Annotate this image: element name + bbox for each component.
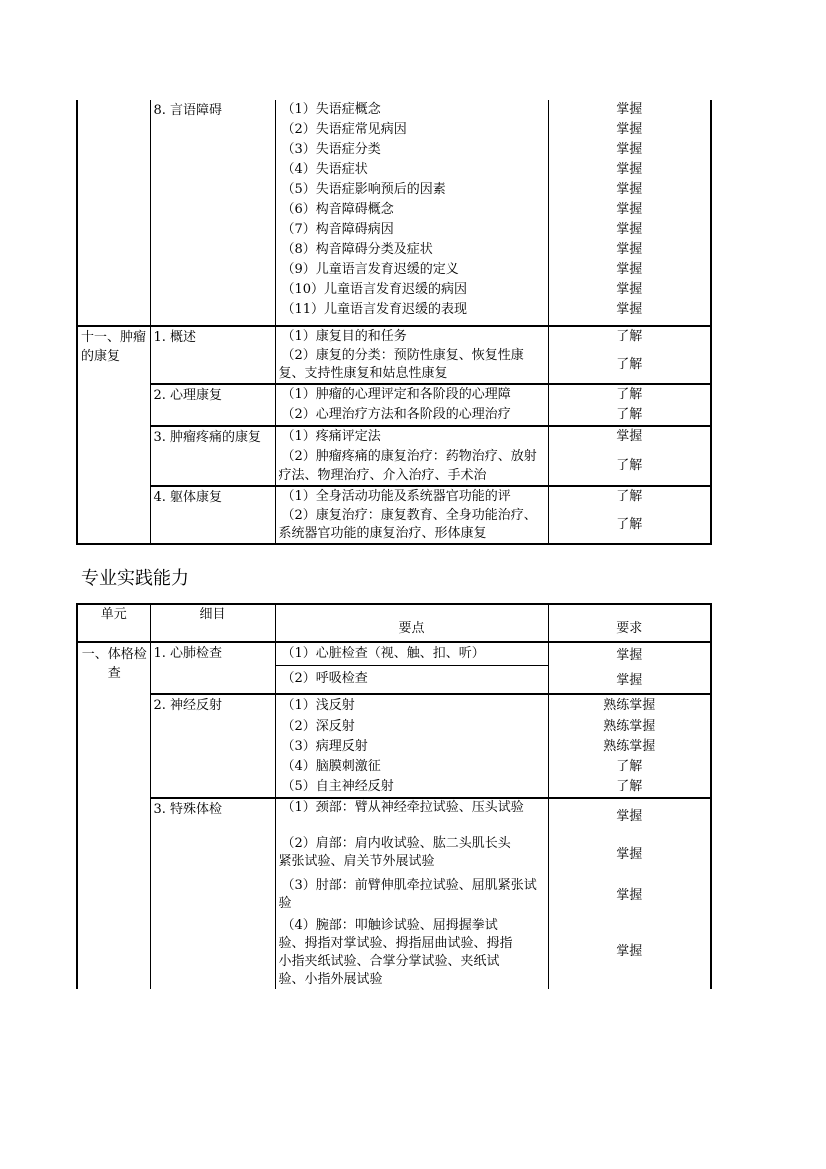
point-item: （4）脑膜刺激征 <box>281 759 381 774</box>
requirement-item: 了解 <box>616 517 643 532</box>
requirement-cell <box>548 100 711 326</box>
requirement-item: 掌握 <box>616 648 643 663</box>
table-row <box>77 384 711 426</box>
topic-cell: 1. 概述 <box>150 326 275 384</box>
requirement-cell <box>548 798 711 989</box>
point-item: （4）失语症状 <box>281 162 368 177</box>
point-item: （1）心脏检查（视、触、扣、听） <box>281 646 485 661</box>
point-item: （2）失语症常见病因 <box>281 122 407 137</box>
requirement-item: 熟练掌握 <box>603 739 656 754</box>
point-item: （8）构音障碍分类及症状 <box>281 242 433 257</box>
point-item: （5）自主神经反射 <box>281 779 394 794</box>
table-row <box>77 798 711 989</box>
requirement-item: 掌握 <box>616 202 643 217</box>
header-topic: 细目 <box>150 604 275 642</box>
point-item: （3）病理反射 <box>281 739 368 754</box>
requirement-cell <box>548 384 711 426</box>
requirement-item: 了解 <box>616 458 643 473</box>
requirement-cell <box>548 486 711 544</box>
requirement-item: 了解 <box>616 489 643 504</box>
point-item: （2）深反射 <box>281 719 355 734</box>
points-cell <box>275 426 548 486</box>
unit-cell <box>77 100 150 326</box>
requirement-item: 掌握 <box>616 142 643 157</box>
topic-cell: 3. 肿瘤疼痛的康复 <box>150 426 275 486</box>
point-item: （1）失语症概念 <box>281 102 381 117</box>
knowledge-table-continued <box>76 100 712 545</box>
requirement-item: 掌握 <box>616 262 643 277</box>
point-item: （11）儿童语言发育迟缓的表现 <box>281 302 468 317</box>
point-item: （2）肿瘤疼痛的康复治疗：药物治疗、放射疗法、物理治疗、介入治疗、手术治 <box>278 449 537 483</box>
requirement-item: 了解 <box>616 357 643 372</box>
requirement-item: 掌握 <box>616 242 643 257</box>
point-item: （2）康复的分类：预防性康复、恢复性康复、支持性康复和姑息性康复 <box>278 348 524 381</box>
table-row <box>77 100 711 326</box>
points-cell <box>275 642 548 694</box>
points-cell <box>275 798 548 989</box>
requirement-item: 掌握 <box>616 182 643 197</box>
point-item: （2）心理治疗方法和各阶段的心理治疗 <box>281 407 511 422</box>
requirement-item: 掌握 <box>616 282 643 297</box>
section-title: 专业实践能力 <box>81 568 189 589</box>
requirement-item: 掌握 <box>616 102 643 117</box>
point-item: （6）构音障碍概念 <box>281 202 394 217</box>
table-row <box>77 694 711 798</box>
topic-cell: 8. 言语障碍 <box>150 100 275 326</box>
requirement-item: 掌握 <box>616 162 643 177</box>
topic-cell: 1. 心肺检查 <box>150 642 275 694</box>
point-item: （3）肘部：前臂伸肌牵拉试验、屈肌紧张试验 <box>278 878 537 911</box>
requirement-item: 掌握 <box>616 888 643 903</box>
points-cell <box>275 486 548 544</box>
unit-cell: 十一、肿瘤的康复 <box>77 326 150 544</box>
point-item: （3）失语症分类 <box>281 142 381 157</box>
requirement-item: 了解 <box>616 759 643 774</box>
requirement-cell <box>548 694 711 798</box>
requirement-item: 了解 <box>616 779 643 794</box>
requirement-item: 了解 <box>616 407 643 422</box>
table-row <box>77 426 711 486</box>
point-item: （7）构音障碍病因 <box>281 222 394 237</box>
requirement-item: 掌握 <box>616 847 643 862</box>
requirement-item: 掌握 <box>616 302 643 317</box>
topic-cell: 3. 特殊体检 <box>150 798 275 989</box>
practice-ability-table <box>76 603 712 989</box>
point-item: （1）浅反射 <box>281 698 355 713</box>
requirement-item: 掌握 <box>616 429 643 444</box>
table-row <box>77 486 711 544</box>
point-item: （2）呼吸检查 <box>275 665 548 691</box>
points-cell <box>275 326 548 384</box>
point-item: （1）肿瘤的心理评定和各阶段的心理障 <box>281 387 511 402</box>
requirement-item: 熟练掌握 <box>603 719 656 734</box>
requirement-item: 了解 <box>616 387 643 402</box>
requirement-item: 熟练掌握 <box>603 698 656 713</box>
point-item: （2）康复治疗：康复教育、全身功能治疗、系统器官功能的康复治疗、形体康复 <box>278 508 537 541</box>
requirement-item: 了解 <box>616 329 643 344</box>
requirement-item: 掌握 <box>616 673 643 688</box>
point-item: （1）颈部：臂从神经牵拉试验、压头试验 <box>281 800 524 815</box>
point-item: （5）失语症影响预后的因素 <box>281 182 446 197</box>
point-item: （9）儿童语言发育迟缓的定义 <box>281 262 459 277</box>
topic-cell: 2. 神经反射 <box>150 694 275 798</box>
point-item: （4）腕部：叩触诊试验、屈拇握拳试验、拇指对掌试验、拇指屈曲试验、拇指小指夹纸试验、合掌分掌试验、夹纸试验、小指外展试验 <box>278 918 513 987</box>
requirement-cell <box>548 426 711 486</box>
unit-cell: 一、体格检查 <box>77 642 150 989</box>
points-cell <box>275 694 548 798</box>
requirement-item: 掌握 <box>616 809 643 824</box>
table-row <box>77 642 711 694</box>
point-item: （1）康复目的和任务 <box>281 329 407 344</box>
point-item: （2）肩部：肩内收试验、肱二头肌长头紧张试验、肩关节外展试验 <box>278 836 511 869</box>
table-row <box>77 326 711 384</box>
requirement-item: 掌握 <box>616 222 643 237</box>
requirement-cell <box>548 326 711 384</box>
header-points: 要点 <box>275 604 548 642</box>
header-unit: 单元 <box>77 604 150 642</box>
points-cell <box>275 100 548 326</box>
topic-cell: 4. 躯体康复 <box>150 486 275 544</box>
point-item: （10）儿童语言发育迟缓的病因 <box>281 282 468 297</box>
point-item: （1）全身活动功能及系统器官功能的评 <box>281 489 511 504</box>
requirement-item: 掌握 <box>616 944 643 959</box>
requirement-cell <box>548 642 711 694</box>
requirement-item: 掌握 <box>616 122 643 137</box>
point-item: （1）疼痛评定法 <box>281 429 381 444</box>
topic-cell: 2. 心理康复 <box>150 384 275 426</box>
points-cell <box>275 384 548 426</box>
header-requirement: 要求 <box>548 604 711 642</box>
table-header-row <box>77 604 711 642</box>
